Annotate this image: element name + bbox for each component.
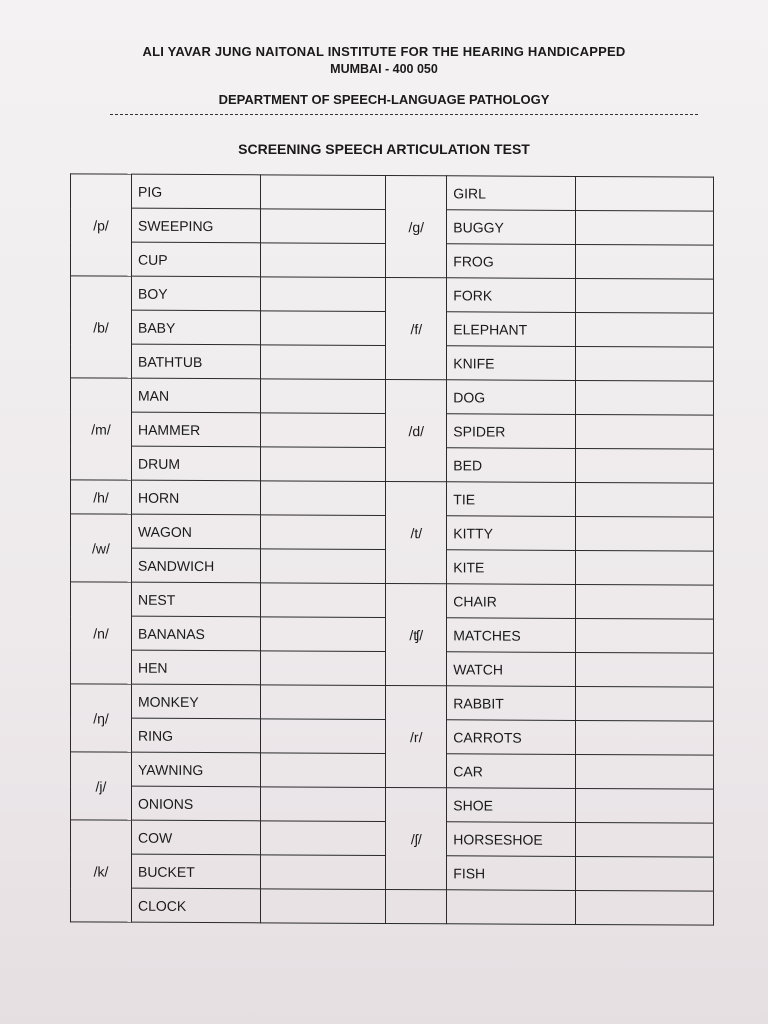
table-row [71,582,714,619]
test-word: SWEEPING [131,208,260,243]
response-cell[interactable] [576,312,714,347]
department-name: DEPARTMENT OF SPEECH-LANGUAGE PATHOLOGY [218,92,550,107]
test-word: HEN [131,650,260,685]
test-word: CARROTS [447,720,576,755]
empty-cell [386,889,447,923]
response-cell[interactable] [261,787,386,822]
test-word: KNIFE [447,346,576,381]
test-word: CAR [447,754,576,789]
test-word: WAGON [131,514,260,549]
test-word: MONKEY [131,684,260,719]
response-cell[interactable] [261,685,386,720]
phoneme-label: /d/ [386,379,447,481]
test-word: KITTY [447,516,576,551]
response-cell[interactable] [576,346,714,381]
response-cell[interactable] [576,414,714,449]
test-word: COW [131,820,260,855]
response-cell[interactable] [576,550,714,585]
response-cell[interactable] [261,413,386,448]
test-word: HORN [131,480,260,515]
test-word: HAMMER [131,412,260,447]
test-word: SANDWICH [131,548,260,583]
response-cell[interactable] [261,481,386,516]
response-cell[interactable] [261,209,386,244]
response-cell[interactable] [261,889,386,924]
response-cell[interactable] [576,856,714,891]
response-cell[interactable] [261,617,386,652]
phoneme-label: /n/ [71,582,132,684]
response-cell[interactable] [261,719,386,754]
articulation-table [70,173,714,925]
response-cell[interactable] [261,651,386,686]
phoneme-label: /ʧ/ [386,583,447,685]
response-cell[interactable] [261,175,386,210]
test-word: PIG [131,174,260,209]
response-cell[interactable] [576,448,714,483]
test-word: CUP [131,242,260,277]
phoneme-label: /ʃ/ [386,787,447,889]
test-word: FROG [447,244,576,279]
response-cell[interactable] [261,549,386,584]
response-cell[interactable] [576,890,714,925]
phoneme-label: /m/ [71,378,132,480]
test-word: CLOCK [131,888,260,923]
table-row [71,174,714,211]
table-row [71,888,714,925]
phoneme-label: /w/ [71,514,132,582]
test-word: DOG [447,380,576,415]
test-word: KITE [447,550,576,585]
test-word: BABY [131,310,260,345]
test-word: ELEPHANT [447,312,576,347]
response-cell[interactable] [261,583,386,618]
test-word: NEST [131,582,260,617]
test-word: SPIDER [447,414,576,449]
test-word: HORSESHOE [447,822,576,857]
response-cell[interactable] [576,176,714,211]
test-word: MAN [131,378,260,413]
response-cell[interactable] [576,380,714,415]
test-word: CHAIR [447,584,576,619]
institute-name: ALI YAVAR JUNG NAITONAL INSTITUTE FOR THE HEARING HANDICAPPED [142,44,626,59]
phoneme-label: /t/ [386,481,447,583]
test-title: SCREENING SPEECH ARTICULATION TEST [238,141,530,157]
empty-cell [447,890,576,925]
test-word: BANANAS [131,616,260,651]
test-word: FISH [447,856,576,891]
phoneme-label: /r/ [386,685,447,787]
test-word: FORK [447,278,576,313]
test-word: DRUM [131,446,260,481]
response-cell[interactable] [261,379,386,414]
test-word: YAWNING [131,752,260,787]
test-word: BATHTUB [131,344,260,379]
test-word: BUGGY [447,210,576,245]
response-cell[interactable] [261,753,386,788]
response-cell[interactable] [576,754,714,789]
phoneme-label: /b/ [71,276,132,378]
response-cell[interactable] [576,244,714,279]
response-cell[interactable] [576,618,714,653]
phoneme-label: /g/ [386,175,447,277]
test-word: GIRL [447,176,576,211]
response-cell[interactable] [576,584,714,619]
response-cell[interactable] [261,277,386,312]
dashed-divider [110,114,698,115]
phoneme-label: /f/ [386,277,447,379]
test-word: ONIONS [131,786,260,821]
institute-city: MUMBAI - 400 050 [330,62,438,76]
table-row [71,786,714,823]
response-cell[interactable] [261,345,386,380]
test-word: BED [447,448,576,483]
response-cell[interactable] [576,482,714,517]
phoneme-label: /p/ [71,174,132,276]
response-cell[interactable] [576,278,714,313]
response-cell[interactable] [261,821,386,856]
response-cell[interactable] [261,515,386,550]
response-cell[interactable] [576,788,714,823]
test-word: MATCHES [447,618,576,653]
table-row [71,480,714,517]
table-row [71,276,714,313]
test-word: BOY [131,276,260,311]
phoneme-label: /j/ [71,752,132,820]
response-cell[interactable] [261,243,386,278]
response-cell[interactable] [261,855,386,890]
phoneme-label: /k/ [71,820,132,922]
response-cell[interactable] [576,210,714,245]
phoneme-label: /h/ [71,480,132,514]
test-word: RING [131,718,260,753]
response-cell[interactable] [576,652,714,687]
phoneme-label: /ŋ/ [71,684,132,752]
test-word: RABBIT [447,686,576,721]
response-cell[interactable] [576,720,714,755]
table-row [71,378,714,415]
response-cell[interactable] [261,447,386,482]
test-word: SHOE [447,788,576,823]
test-word: BUCKET [131,854,260,889]
test-word: TIE [447,482,576,517]
test-word: WATCH [447,652,576,687]
response-cell[interactable] [576,516,714,551]
response-cell[interactable] [576,686,714,721]
response-cell[interactable] [576,822,714,857]
response-cell[interactable] [261,311,386,346]
table-row [71,684,714,721]
